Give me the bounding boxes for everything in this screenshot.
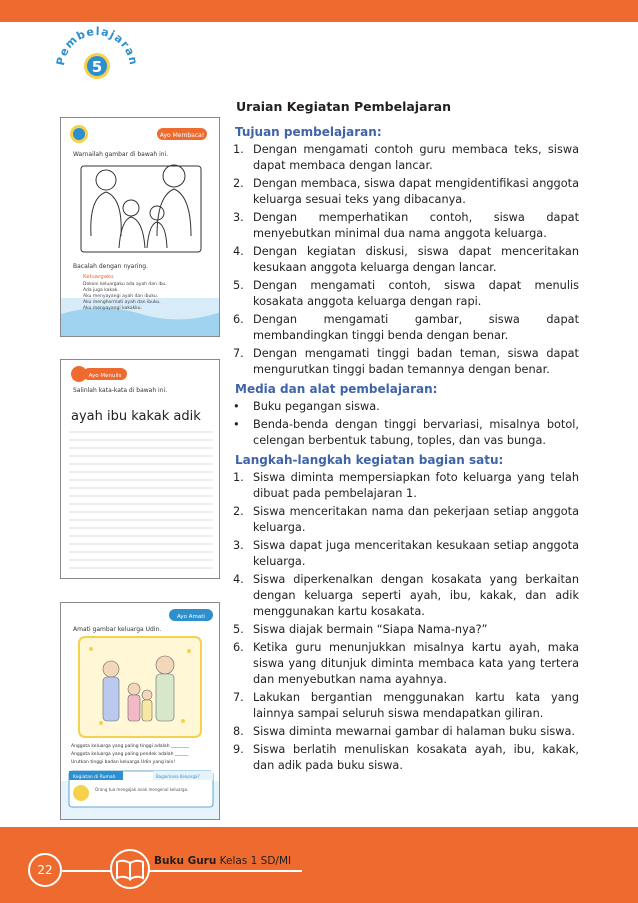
list-item-text: Dengan mengamati gambar, siswa dapat membandingkan tinggi benda dengan benar. [253, 313, 579, 342]
list-item-text: Ketika guru menunjukkan misalnya kartu ayah, maka siswa yang ditunjuk diminta membaca kata yang tertera dan menyebutkan nama ayahnya. [253, 641, 579, 686]
list-item [233, 346, 579, 378]
list-item [233, 399, 579, 415]
section-list [233, 399, 579, 449]
thumb1-poem-line: Aku menghormati ayah dan ibuku. [83, 300, 161, 305]
page-number: 22 [28, 853, 62, 887]
list-item [233, 470, 579, 502]
thumb2-instruction: Salinlah kata-kata di bawah ini. [73, 387, 168, 394]
list-item [233, 210, 579, 242]
section-title: Tujuan pembelajaran: [235, 125, 382, 139]
thumb3-home-title: Kegiatan di Rumah [73, 775, 116, 780]
list-item-text: Siswa diminta mempersiapkan foto keluarga yang telah dibuat pada pembelajaran 1. [253, 471, 579, 500]
list-item-marker: • [233, 400, 240, 413]
list-item-marker: 6. [233, 641, 244, 654]
book-title-rest: Kelas 1 SD/MI [216, 855, 292, 867]
thumb3-home-tag: Bagaimana Keluarga? [156, 774, 200, 779]
list-item-text: Dengan mengamati contoh guru membaca teks, siswa dapat membaca dengan lancar. [253, 143, 579, 172]
student-book-thumbnail-observe [60, 602, 220, 820]
thumb3-instruction: Amati gambar keluarga Udin. [73, 626, 162, 633]
page-footer [28, 843, 328, 893]
thumb1-tag: Ayo Membaca! [159, 132, 205, 139]
section-title: Langkah-langkah kegiatan bagian satu: [235, 453, 504, 467]
list-item-marker: 5. [233, 279, 244, 292]
page-heading: Uraian Kegiatan Pembelajaran [236, 99, 452, 114]
list-item-text: Dengan mengamati contoh, siswa dapat menulis kosakata anggota keluarga dengan rapi. [253, 279, 579, 308]
thumb1-caption: Bacalah dengan nyaring. [73, 263, 149, 270]
lesson-sections [233, 125, 579, 774]
list-item-text: Siswa diminta mewarnai gambar di halaman buku siswa. [253, 725, 575, 738]
list-item-marker: 2. [233, 505, 244, 518]
list-item [233, 572, 579, 620]
list-item-text: Dengan kegiatan diskusi, siswa dapat menceritakan kesukaan anggota keluarga dengan lancar. [253, 245, 579, 274]
footer-rule [62, 870, 302, 872]
section-list [233, 470, 579, 774]
thumb1-poem-title: Keluargaku [83, 274, 114, 280]
list-item-text: Siswa diajak bermain “Siapa Nama-nya?” [253, 623, 488, 636]
list-item [233, 640, 579, 688]
list-item-marker: 5. [233, 623, 244, 636]
list-item-marker: 4. [233, 245, 244, 258]
badge-word: Pembelajaran [53, 24, 141, 67]
pembelajaran-badge [52, 8, 142, 98]
section-list [233, 142, 579, 378]
lesson-content [233, 99, 579, 776]
list-item-marker: 3. [233, 539, 244, 552]
list-item-marker: 7. [233, 691, 244, 704]
badge-number: 5 [91, 58, 103, 76]
thumb1-poem-line: Aku menyayangi ayah dan ibuku. [83, 294, 159, 299]
list-item-text: Dengan memperhatikan contoh, siswa dapat menyebutkan minimal dua nama anggota keluarga. [253, 211, 579, 240]
list-item-marker: 2. [233, 177, 244, 190]
list-item [233, 244, 579, 276]
book-title [154, 855, 291, 867]
list-item-marker: 4. [233, 573, 244, 586]
list-item-text: Siswa berlatih menuliskan kosakata ayah, ibu, kakak, dan adik pada buku siswa. [253, 743, 579, 772]
list-item [233, 278, 579, 310]
thumb3-question-1: Anggota keluarga yang paling tinggi adalah ________ [71, 744, 189, 749]
list-item [233, 724, 579, 740]
student-book-thumbnail-coloring [60, 117, 220, 337]
thumb3-home-text: Orang tua mengajak anak mengenal keluarga. [95, 787, 189, 792]
list-item-text: Siswa dapat juga menceritakan kesukaan setiap anggota keluarga. [253, 539, 579, 568]
open-book-icon [108, 849, 152, 889]
book-title-bold: Buku Guru [154, 855, 217, 867]
list-item-text: Siswa menceritakan nama dan pekerjaan setiap anggota keluarga. [253, 505, 579, 534]
list-item-marker: 8. [233, 725, 244, 738]
list-item-marker: 1. [233, 143, 244, 156]
thumb3-question-2: Anggota keluarga yang paling pendek adalah ______ [71, 752, 189, 757]
list-item-text: Dengan membaca, siswa dapat mengidentifikasi anggota keluarga sesuai teks yang dibacanya. [253, 177, 579, 206]
list-item [233, 622, 579, 638]
thumb1-instruction: Warnailah gambar di bawah ini. [73, 151, 169, 158]
thumb1-poem-line: Ada juga kakak. [83, 288, 119, 293]
list-item [233, 742, 579, 774]
list-item-text: Lakukan bergantian menggunakan kartu kata yang lainnya sampai seluruh siswa mendapatkan giliran. [253, 691, 579, 720]
list-item-marker: 6. [233, 313, 244, 326]
list-item [233, 538, 579, 570]
list-item [233, 176, 579, 208]
thumb2-words: ayah ibu kakak adik [71, 409, 201, 424]
thumb3-tag: Ayo Amati [177, 614, 205, 620]
list-item-marker: 7. [233, 347, 244, 360]
student-book-thumbnail-writing [60, 359, 220, 579]
list-item [233, 504, 579, 536]
list-item-marker: 1. [233, 471, 244, 484]
section-title: Media dan alat pembelajaran: [235, 382, 438, 396]
thumb3-question-3: Urutkan tinggi badan keluarga Udin yang lain! [71, 760, 176, 765]
thumb1-poem-line: Dokoni keluargaku ada ayah dan ibu. [83, 282, 167, 287]
list-item [233, 312, 579, 344]
list-item-text: Buku pegangan siswa. [253, 400, 380, 413]
thumb2-tag: Ayo Menulis [88, 373, 122, 379]
list-item-text: Siswa diperkenalkan dengan kosakata yang berkaitan dengan keluarga seperti ayah, ibu, kakak, dan adik menggunakan kartu kosakata. [253, 573, 579, 618]
list-item-marker: 9. [233, 743, 244, 756]
thumb1-poem-line: Aku menyayangi kakakku. [83, 306, 142, 311]
list-item-marker: • [233, 418, 240, 431]
list-item-text: Dengan mengamati tinggi badan teman, siswa dapat mengurutkan tinggi badan temannya dengan benar. [253, 347, 579, 376]
list-item [233, 142, 579, 174]
list-item [233, 690, 579, 722]
list-item-marker: 3. [233, 211, 244, 224]
list-item [233, 417, 579, 449]
list-item-text: Benda-benda dengan tinggi bervariasi, misalnya botol, celengan berbentuk tabung, toples, dan vas bunga. [253, 418, 579, 447]
